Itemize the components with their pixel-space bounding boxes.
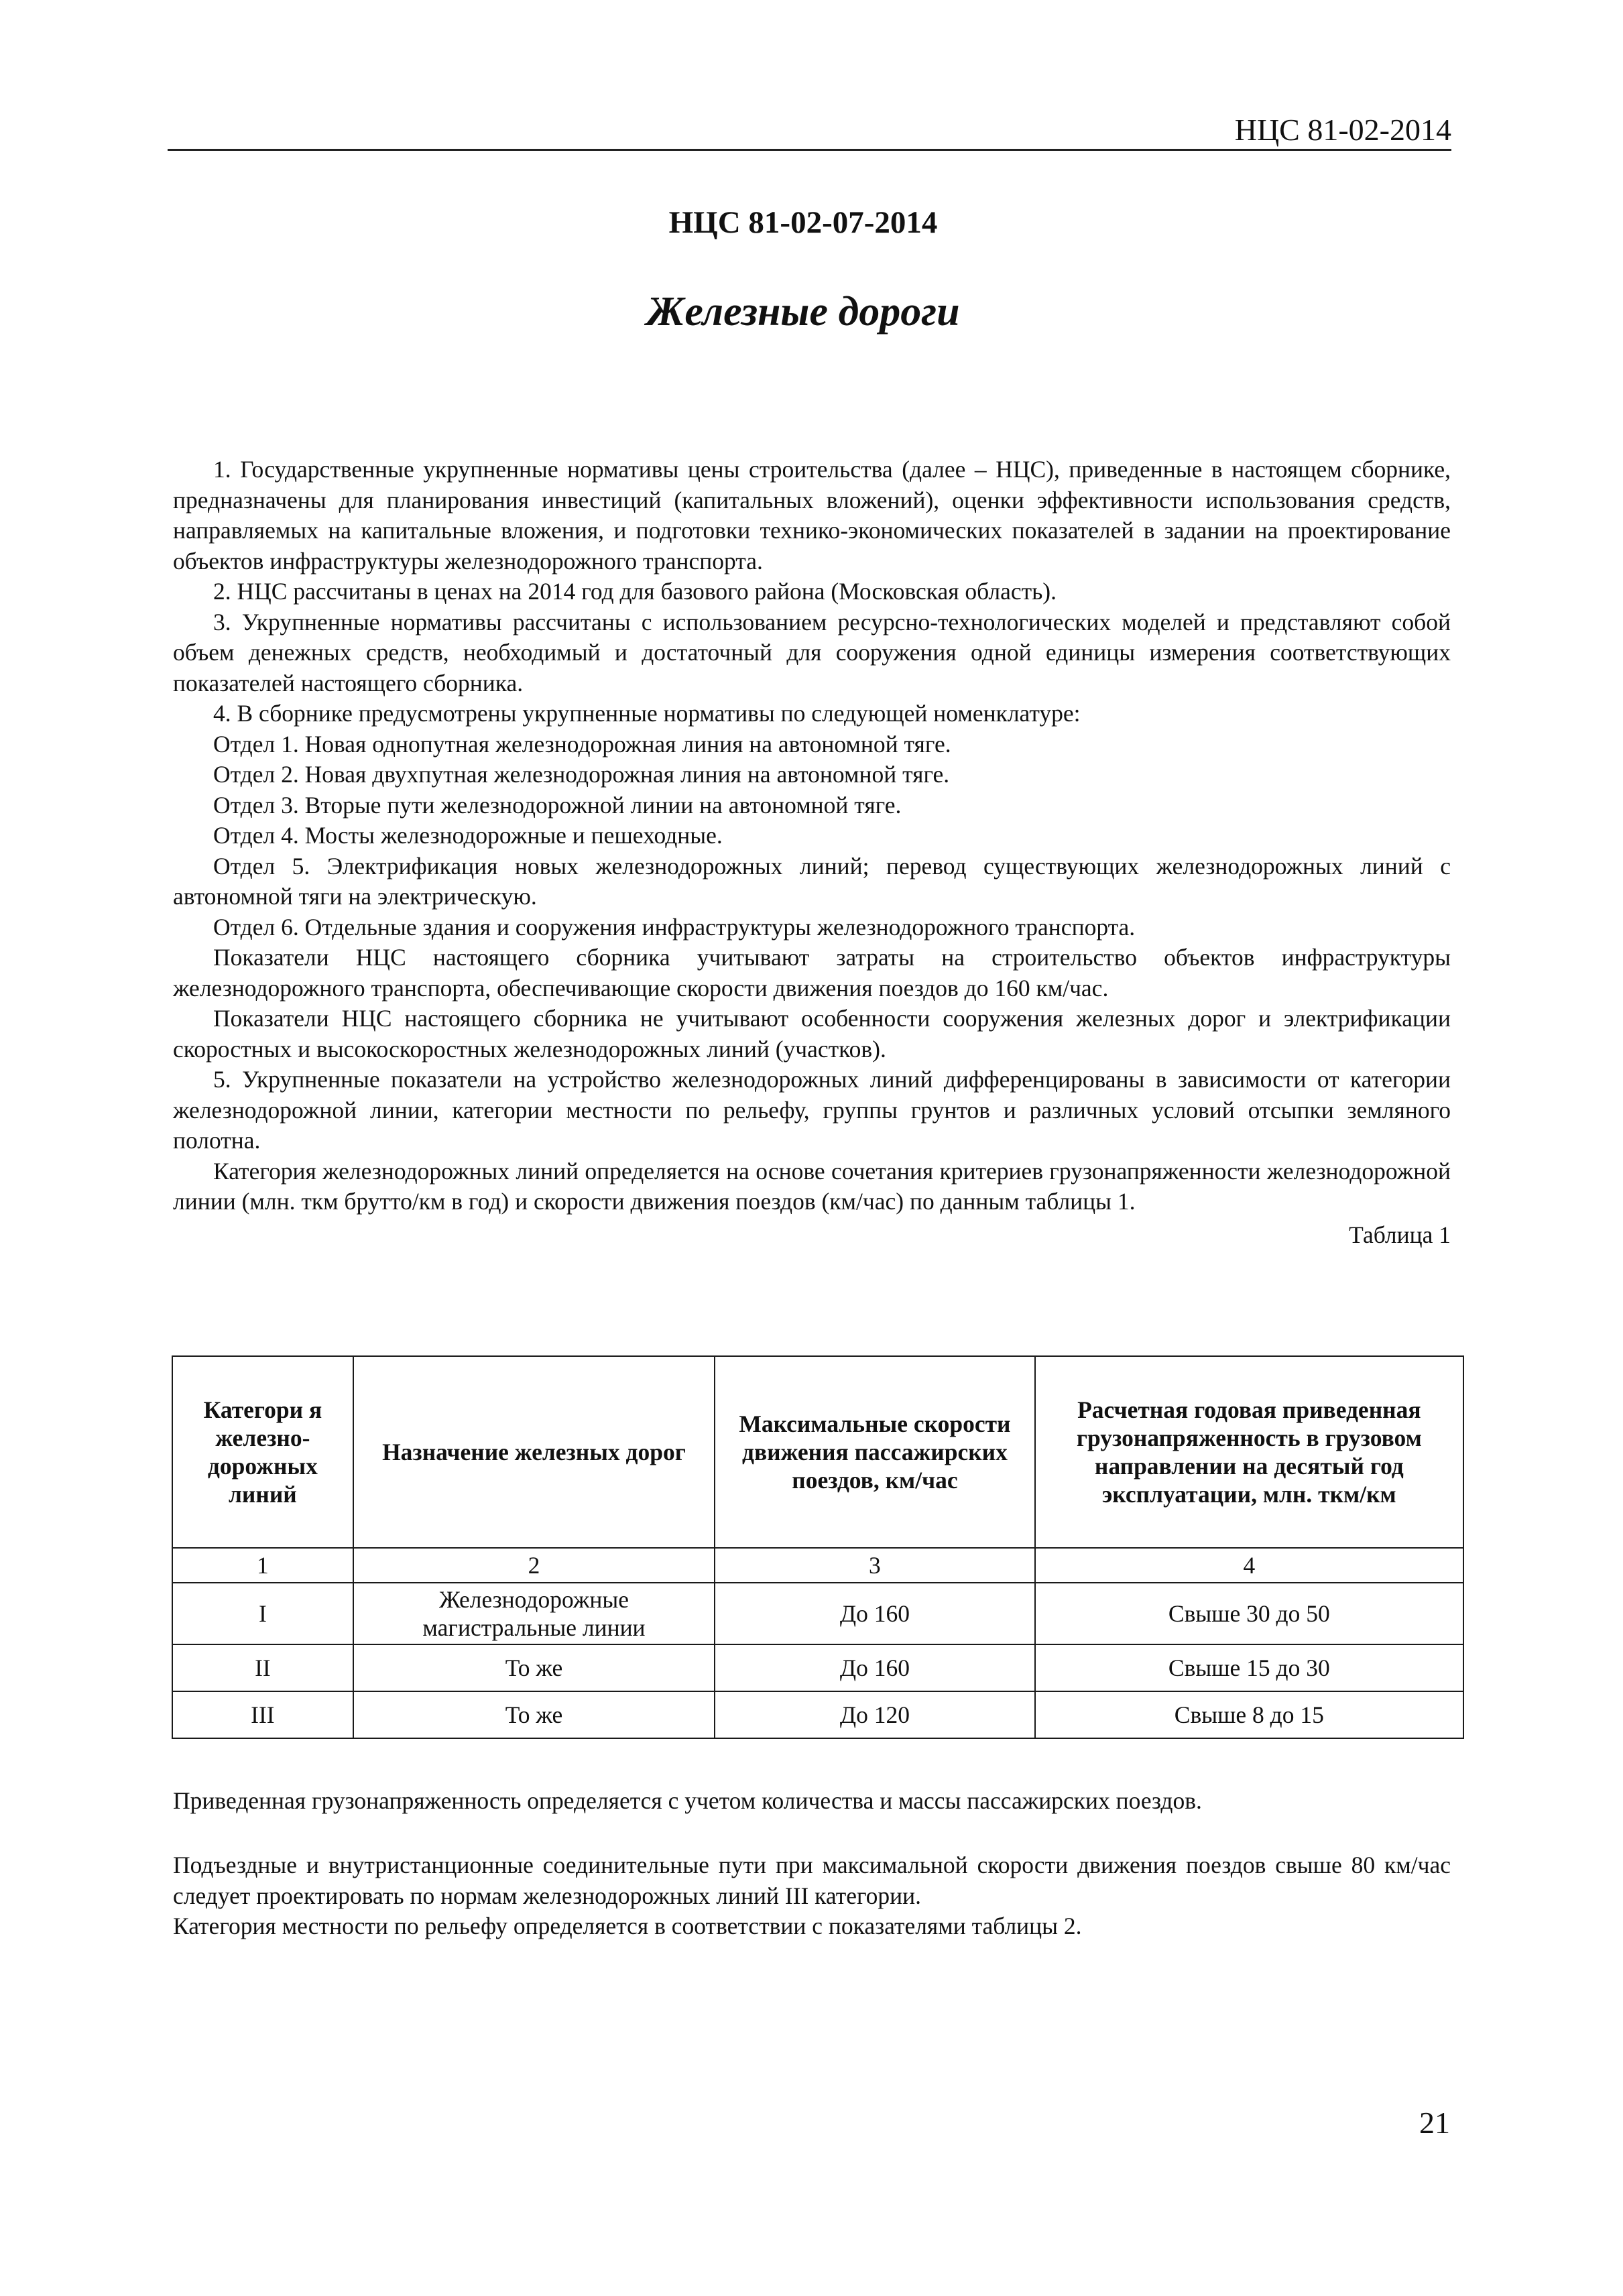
table-cell: II: [172, 1644, 353, 1691]
header-rule: [168, 149, 1451, 151]
section-list-item: Отдел 2. Новая двухпутная железнодорожная линия на автономной тяге.: [213, 761, 950, 788]
table-number-row: [172, 1548, 1463, 1583]
note-paragraph: [173, 1786, 1451, 1817]
table-cell: Свыше 15 до 30: [1035, 1644, 1463, 1691]
table-cell: Свыше 8 до 15: [1035, 1691, 1463, 1738]
running-header-code: НЦС 81-02-2014: [1234, 113, 1451, 147]
section-list-item: Отдел 1. Новая однопутная железнодорожная линия на автономной тяге.: [213, 730, 951, 758]
table-cell: Свыше 30 до 50: [1035, 1583, 1463, 1644]
document-code: НЦС 81-02-07-2014: [668, 205, 938, 240]
table-cell: Железнодорожные магистральные линии: [353, 1583, 715, 1644]
table-cell: До 160: [715, 1583, 1034, 1644]
table-cell: III: [172, 1691, 353, 1738]
table-row: [172, 1691, 1463, 1738]
category-table: [172, 1355, 1464, 1739]
column-number: 2: [353, 1548, 715, 1583]
table-cell: То же: [353, 1691, 715, 1738]
section-list-item: Отдел 3. Вторые пути железнодорожной линии на автономной тяге.: [213, 791, 902, 819]
paragraph: 1. Государственные укрупненные нормативы цены строительства (далее – НЦС), приведенные в настоящем сборнике, предназначены для планирования инвестиций (капитальных вложений), оценки эффективности использования средств, направляемых на капитальные вложения, и подготовки технико-экономических показателей в задании на проектирование объектов инфраструктуры железнодорожного транспорта.: [173, 456, 1451, 575]
paragraph: 2. НЦС рассчитаны в ценах на 2014 год для базового района (Московская область).: [213, 578, 1057, 605]
column-number: 3: [715, 1548, 1034, 1583]
paragraph: 5. Укрупненные показатели на устройство железнодорожных линий дифференцированы в зависимости от категории железнодорожной линии, категории местности по рельефу, группы грунтов и различных условий отсыпки земляного полотна.: [173, 1066, 1451, 1154]
header-cell-purpose: Назначение железных дорог: [353, 1356, 715, 1548]
table-cell: То же: [353, 1644, 715, 1691]
header-cell-max-speed: Максимальные скорости движения пассажирских поездов, км/час: [715, 1356, 1034, 1548]
header-cell-category: Категори я железно-дорожных линий: [172, 1356, 353, 1548]
paragraph: Подъездные и внутристанционные соединительные пути при максимальной скорости движения поездов свыше 80 км/час следует проектировать по нормам железнодорожных линий III категории.: [173, 1852, 1451, 1909]
table-row: [172, 1644, 1463, 1691]
document-title: Железные дороги: [646, 289, 960, 335]
table-cell: I: [172, 1583, 353, 1644]
paragraph: 4. В сборнике предусмотрены укрупненные нормативы по следующей номенклатуре:: [213, 700, 1081, 727]
table-header-row: [172, 1356, 1463, 1548]
paragraph: Показатели НЦС настоящего сборника учитывают затраты на строительство объектов инфраструктуры железнодорожного транспорта, обеспечивающие скорости движения поездов до 160 км/час.: [173, 944, 1451, 1002]
paragraph: Категория местности по рельефу определяется в соответствии с показателями таблицы 2.: [173, 1913, 1082, 1939]
category-table-wrapper: [172, 1355, 1464, 1739]
paragraph: 3. Укрупненные нормативы рассчитаны с использованием ресурсно-технологических моделей и представляют собой объем денежных средств, необходимый и достаточный для сооружения одной единицы измерения соответствующих показателей настоящего сборника.: [173, 608, 1451, 697]
table-cell: До 120: [715, 1691, 1034, 1738]
header-cell-freight-density: Расчетная годовая приведенная грузонапряженность в грузовом направлении на десятый год эксплуатации, млн. ткм/км: [1035, 1356, 1463, 1548]
note-paragraphs: [173, 1850, 1451, 1942]
section-list-item: Отдел 4. Мосты железнодорожные и пешеходные.: [213, 822, 723, 849]
page-number: 21: [1419, 2106, 1450, 2140]
table-row: [172, 1583, 1463, 1644]
column-number: 4: [1035, 1548, 1463, 1583]
section-list-item: Отдел 5. Электрификация новых железнодорожных линий; перевод существующих железнодорожных линий с автономной тяги на электрическую.: [173, 852, 1451, 910]
body-text: [173, 455, 1451, 1250]
table-caption: Таблица 1: [1349, 1221, 1451, 1248]
section-list-item: Отдел 6. Отдельные здания и сооружения инфраструктуры железнодорожного транспорта.: [213, 913, 1136, 941]
paragraph: Приведенная грузонапряженность определяется с учетом количества и массы пассажирских поездов.: [173, 1787, 1202, 1814]
column-number: 1: [172, 1548, 353, 1583]
paragraph: Категория железнодорожных линий определяется на основе сочетания критериев грузонапряженности железнодорожной линии (млн. ткм брутто/км в год) и скорости движения поездов (км/час) по данным таблицы 1.: [173, 1157, 1451, 1215]
table-cell: До 160: [715, 1644, 1034, 1691]
paragraph: Показатели НЦС настоящего сборника не учитывают особенности сооружения железных дорог и электрификации скоростных и высокоскоростных железнодорожных линий (участков).: [173, 1005, 1451, 1063]
